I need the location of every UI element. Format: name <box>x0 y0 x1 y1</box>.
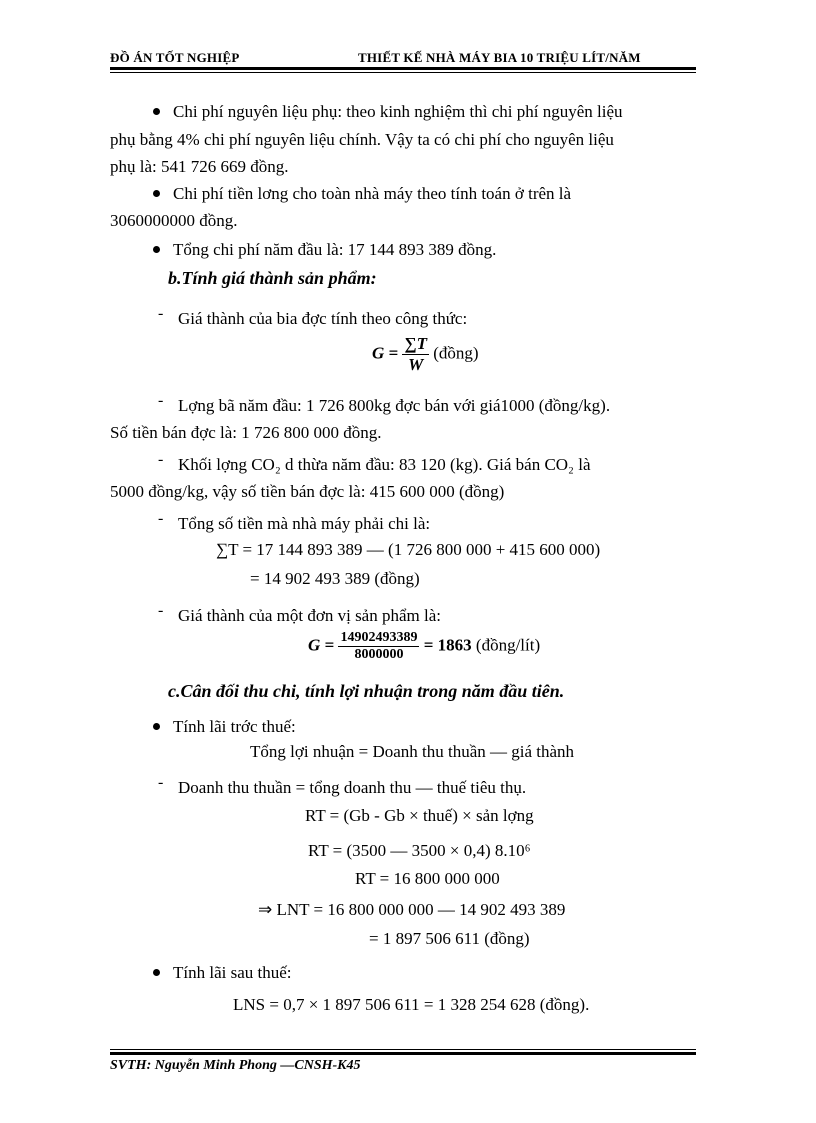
header-rule-thin <box>110 72 696 73</box>
bullet-icon <box>153 723 160 730</box>
equation-line: RT = 16 800 000 000 <box>355 869 500 888</box>
paragraph-line: phụ bằng 4% chi phí nguyên liệu chính. Vậy ta có chi phí cho nguyên liệu <box>110 130 614 149</box>
paragraph-line: Tổng chi phí năm đầu là: 17 144 893 389 đồng. <box>173 240 497 259</box>
dash-marker: - <box>158 774 164 791</box>
paragraph-line: Giá thành của bia đợc tính theo công thức: <box>178 309 468 328</box>
dash-marker: - <box>158 510 164 527</box>
paragraph-line: Chi phí tiền lơng cho toàn nhà máy theo tính toán ở trên là <box>173 184 572 203</box>
dash-marker: - <box>158 305 164 322</box>
bullet-icon <box>153 969 160 976</box>
paragraph-line: Lợng bã năm đầu: 1 726 800kg đợc bán với giá1000 (đồng/kg). <box>178 396 611 415</box>
dash-marker: - <box>158 451 164 468</box>
header-right: THIẾT KẾ NHÀ MÁY BIA 10 TRIỆU LÍT/NĂM <box>358 50 641 65</box>
paragraph-line: Tổng số tiền mà nhà máy phải chi là: <box>178 514 431 533</box>
formula-unit-price: G = $\frac{14902493389}{8000000}$ = 1863 (đồng/lít) <box>308 630 541 662</box>
header-left: ĐỒ ÁN TỐT NGHIỆP <box>110 50 240 65</box>
paragraph-line: Chi phí nguyên liệu phụ: theo kinh nghiệm thì chi phí nguyên liệu <box>173 102 623 121</box>
paragraph-line: Giá thành của một đơn vị sản phẩm là: <box>178 606 441 625</box>
paragraph-line: Tính lãi trớc thuế: <box>173 717 296 736</box>
paragraph-line: 3060000000 đồng. <box>110 211 238 230</box>
equation-line: LNS = 0,7 × 1 897 506 611 = 1 328 254 628 (đồng). <box>233 995 590 1014</box>
equation-line: = 1 897 506 611 (đồng) <box>369 929 530 948</box>
bullet-icon <box>153 246 160 253</box>
footer-rule-thick <box>110 1052 696 1055</box>
paragraph-line: Số tiền bán đợc là: 1 726 800 000 đồng. <box>110 423 382 442</box>
paragraph-line: Doanh thu thuần = tổng doanh thu — thuế tiêu thụ. <box>178 778 527 797</box>
paragraph-line: Khối lợng CO₂ d thừa năm đầu: 83 120 (kg). Giá bán CO₂ là <box>178 455 591 474</box>
footer-rule-thin <box>110 1049 696 1050</box>
equation-line: RT = (Gb - Gb × thuế) × sản lợng <box>305 806 534 825</box>
equation-line: = 14 902 493 389 (đồng) <box>250 569 420 588</box>
formula-price: G = $\frac{\sum T}{W}$ (đồng) <box>372 334 479 374</box>
footer-author: SVTH: Nguyễn Minh Phong —CNSH-K45 <box>110 1058 361 1073</box>
paragraph-line: phụ là: 541 726 669 đồng. <box>110 157 289 176</box>
equation-line: Tổng lợi nhuận = Doanh thu thuần — giá thành <box>250 742 575 761</box>
dash-marker: - <box>158 602 164 619</box>
paragraph-line: 5000 đồng/kg, vậy số tiền bán đợc là: 415 600 000 (đồng) <box>110 482 505 501</box>
dash-marker: - <box>158 392 164 409</box>
paragraph-line: Tính lãi sau thuế: <box>173 963 292 982</box>
equation-line: ⇒ LNT = 16 800 000 000 — 14 902 493 389 <box>258 900 566 919</box>
bullet-icon <box>153 190 160 197</box>
section-heading: c.Cân đối thu chi, tính lợi nhuận trong năm đầu tiên. <box>168 681 565 701</box>
header-rule-thick <box>110 67 696 70</box>
equation-line: ∑T = 17 144 893 389 — (1 726 800 000 + 415 600 000) <box>216 540 601 559</box>
equation-line: RT = (3500 — 3500 × 0,4) 8.10⁶ <box>308 841 531 860</box>
section-heading: b.Tính giá thành sản phẩm: <box>168 268 377 288</box>
